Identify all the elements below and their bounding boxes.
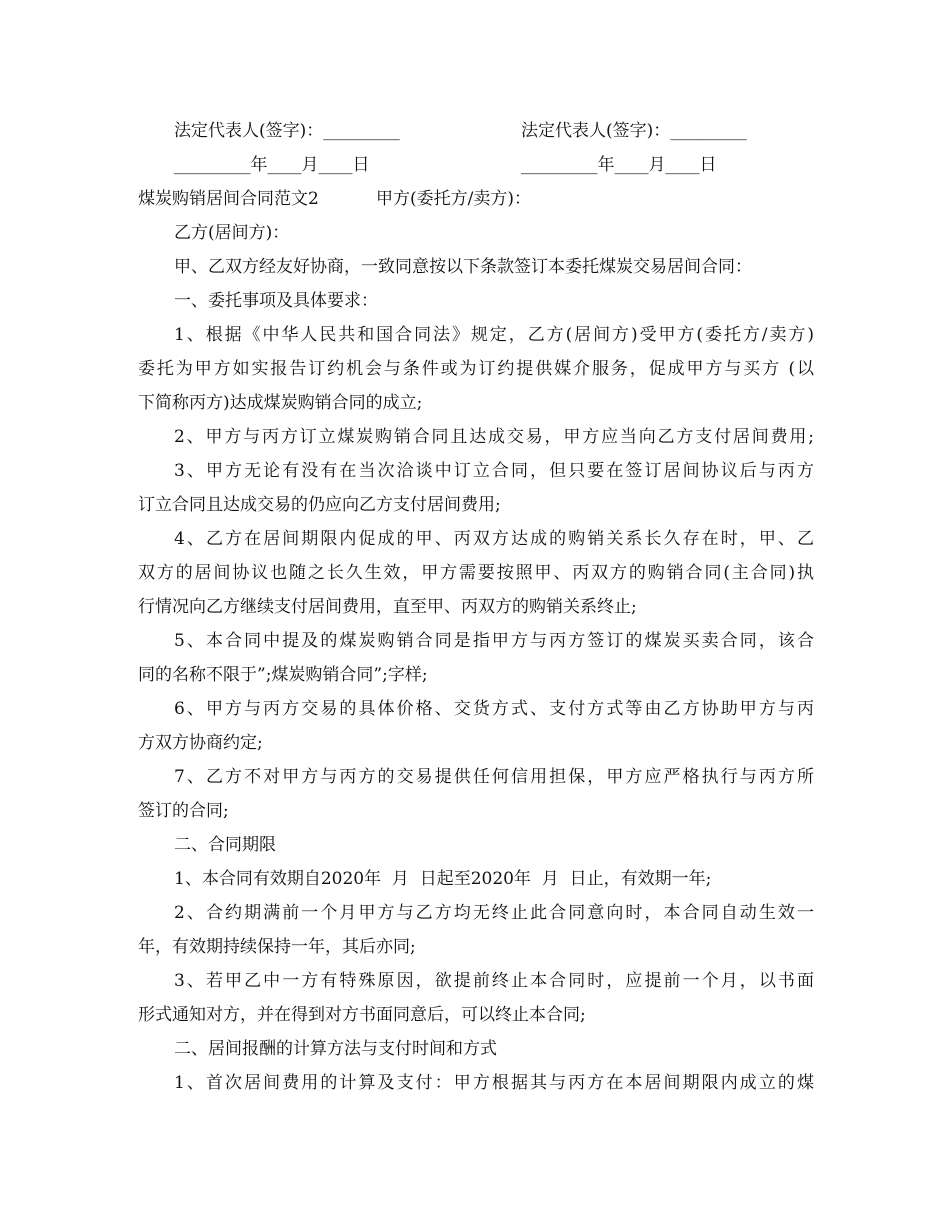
- clause-line: 年，有效期持续保持一年，其后亦同;: [138, 937, 416, 957]
- party-b-label: 乙方(居间方)：: [174, 223, 290, 243]
- clause-line: 6、甲方与丙方交易的具体价格、交货方式、支付方式等由乙方协助甲方与丙: [174, 699, 814, 719]
- clause-line: 形式通知对方，并在得到对方书面同意后，可以终止本合同;: [138, 1005, 586, 1025]
- clause-line: 委托为甲方如实报告订约机会与条件或为订约提供媒介服务，促成甲方与买方 (以: [138, 359, 814, 379]
- clause-line: 3、若甲乙中一方有特殊原因，欲提前终止本合同时，应提前一个月，以书面: [174, 971, 814, 991]
- clause-line: 1、本合同有效期自2020年 月 日起至2020年 月 日止，有效期一年;: [174, 869, 712, 889]
- clause-line: 7、乙方不对甲方与丙方的交易提供任何信用担保，甲方应严格执行与丙方所: [174, 767, 814, 787]
- section-heading: 二、居间报酬的计算方法与支付时间和方式: [174, 1039, 497, 1059]
- clause-line: 2、合约期满前一个月甲方与乙方均无终止此合同意向时，本合同自动生效一: [174, 903, 814, 923]
- clause-line: 双方的居间协议也随之长久生效，甲方需要按照甲、丙双方的购销合同(主合同)执: [138, 563, 814, 583]
- clause-line: 1、首次居间费用的计算及支付：甲方根据其与丙方在本居间期限内成立的煤: [174, 1073, 814, 1093]
- clause-line: 1、根据《中华人民共和国合同法》规定，乙方(居间方)受甲方(委托方/卖方): [174, 325, 814, 345]
- right-legal-rep-signature: 法定代表人(签字)：_________: [521, 121, 747, 141]
- clause-line: 签订的合同;: [138, 801, 229, 821]
- left-signature-date: _________年____月____日: [174, 155, 370, 175]
- section-heading: 一、委托事项及具体要求：: [174, 291, 378, 311]
- document-title: 煤炭购销居间合同范文2: [138, 189, 319, 209]
- intro-paragraph: 甲、乙双方经友好协商，一致同意按以下条款签订本委托煤炭交易居间合同：: [174, 257, 752, 277]
- clause-line: 订立合同且达成交易的仍应向乙方支付居间费用;: [138, 495, 501, 515]
- clause-line: 2、甲方与丙方订立煤炭购销合同且达成交易，甲方应当向乙方支付居间费用;: [174, 427, 814, 447]
- clause-line: 3、甲方无论有没有在当次洽谈中订立合同，但只要在签订居间协议后与丙方: [174, 461, 814, 481]
- clause-line: 下简称丙方)达成煤炭购销合同的成立;: [138, 393, 423, 413]
- clause-line: 同的名称不限于”;煤炭购销合同”;字样;: [138, 665, 428, 685]
- clause-line: 4、乙方在居间期限内促成的甲、丙双方达成的购销关系长久存在时，甲、乙: [174, 529, 814, 549]
- party-a-label: 甲方(委托方/卖方)：: [376, 189, 531, 209]
- left-legal-rep-signature: 法定代表人(签字)：_________: [174, 121, 400, 141]
- clause-line: 行情况向乙方继续支付居间费用，直至甲、丙双方的购销关系终止;: [138, 597, 637, 617]
- clause-line: 方双方协商约定;: [138, 733, 263, 753]
- section-heading: 二、合同期限: [174, 835, 276, 855]
- right-signature-date: _________年____月____日: [521, 155, 717, 175]
- clause-line: 5、本合同中提及的煤炭购销合同是指甲方与丙方签订的煤炭买卖合同，该合: [174, 631, 814, 651]
